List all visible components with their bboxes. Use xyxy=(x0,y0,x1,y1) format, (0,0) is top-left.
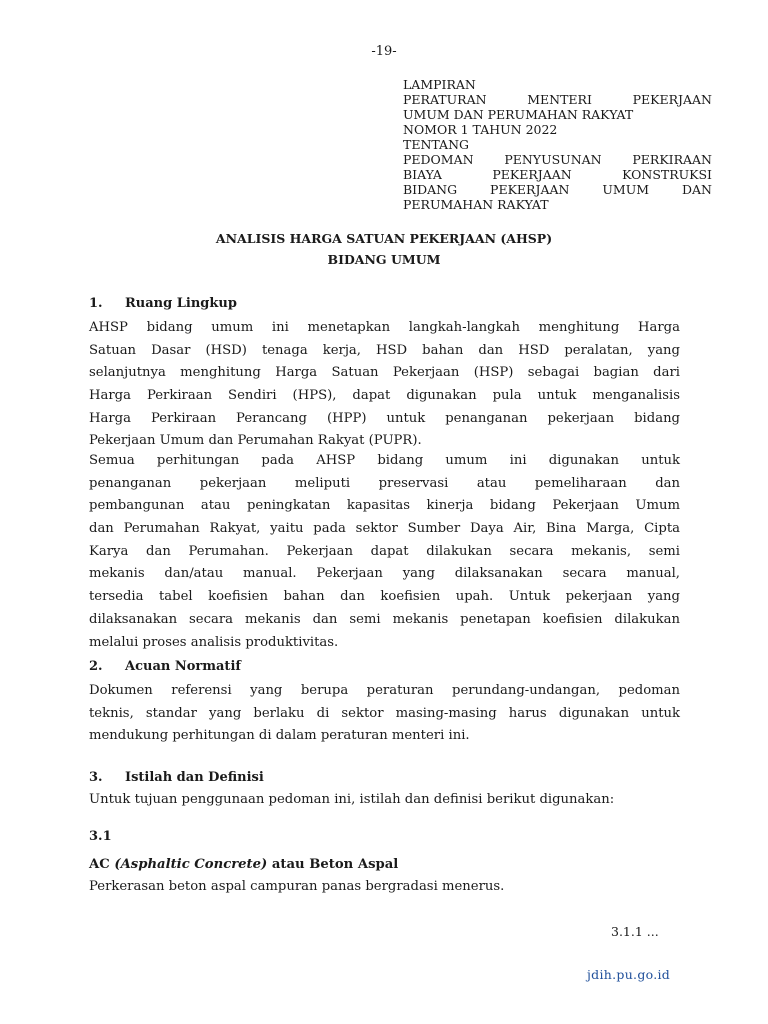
text-line: melalui proses analisis produktivitas. xyxy=(89,634,339,650)
section-title: Ruang Lingkup xyxy=(125,296,237,311)
text-line: penanganan pekerjaan meliputi preservasi atau pemeliharaan dan xyxy=(89,475,680,491)
text-line: Semua perhitungan pada AHSP bidang umum ini digunakan untuk xyxy=(89,453,680,468)
text-line: Dokumen referensi yang berupa peraturan perundang-undangan, pedoman xyxy=(89,683,680,698)
section-2-heading xyxy=(89,659,241,674)
text-line: AHSP bidang umum ini menetapkan langkah-langkah menghitung Harga xyxy=(89,320,680,335)
text-line: mekanis dan/atau manual. Pekerjaan yang dilaksanakan secara manual, xyxy=(89,566,680,582)
lampiran-line: NOMOR 1 TAHUN 2022 xyxy=(403,122,558,137)
footer-url: jdih.pu.go.id xyxy=(587,967,671,982)
term-italic: (Asphaltic Concrete) xyxy=(114,857,268,872)
text-line: Harga Perkiraan Perancang (HPP) untuk penanganan pekerjaan bidang xyxy=(89,410,680,426)
section-1-heading xyxy=(89,296,237,311)
text-line: dan Perumahan Rakyat, yaitu pada sektor Sumber Daya Air, Bina Marga, Cipta xyxy=(89,521,680,537)
lampiran-line: PERUMAHAN RAKYAT xyxy=(403,197,549,212)
text-line: Harga Perkiraan Sendiri (HPS), dapat digunakan pula untuk menganalisis xyxy=(89,388,680,404)
section-number: 2. xyxy=(89,659,103,674)
text-line: teknis, standar yang berlaku di sektor masing-masing harus digunakan untuk xyxy=(89,705,680,721)
lampiran-line: BIAYA PEKERJAAN KONSTRUKSI xyxy=(403,167,712,182)
section-title: Acuan Normatif xyxy=(125,659,241,674)
section-2-paragraph xyxy=(89,680,680,748)
section-3-heading xyxy=(89,770,264,785)
section-3-intro: Untuk tujuan penggunaan pedoman ini, istilah dan definisi berikut digunakan: xyxy=(89,792,615,807)
document-title: ANALISIS HARGA SATUAN PEKERJAAN (AHSP) xyxy=(215,231,553,246)
subsection-number: 3.1 xyxy=(89,829,112,844)
text-line: dilaksanakan secara mekanis dan semi mekanis penetapan koefisien dilakukan xyxy=(89,611,680,627)
section-number: 3. xyxy=(89,770,103,785)
section-title: Istilah dan Definisi xyxy=(125,770,264,785)
lampiran-block xyxy=(403,77,712,212)
section-1-paragraph-2 xyxy=(89,450,680,654)
continuation-reference: 3.1.1 ... xyxy=(611,924,659,939)
text-line: tersedia tabel koefisien bahan dan koefisien upah. Untuk pekerjaan yang xyxy=(89,589,680,605)
lampiran-line: UMUM DAN PERUMAHAN RAKYAT xyxy=(403,107,634,122)
lampiran-line: BIDANG PEKERJAAN UMUM DAN xyxy=(403,182,712,197)
page-number: -19- xyxy=(371,44,397,59)
lampiran-line: PEDOMAN PENYUSUNAN PERKIRAAN xyxy=(403,152,712,167)
section-number: 1. xyxy=(89,296,103,311)
term-prefix: AC xyxy=(89,857,115,872)
text-line: Karya dan Perumahan. Pekerjaan dapat dilakukan secara mekanis, semi xyxy=(89,543,680,559)
text-line: mendukung perhitungan di dalam peraturan menteri ini. xyxy=(89,728,470,744)
document-subtitle: BIDANG UMUM xyxy=(327,252,441,267)
text-line: Pekerjaan Umum dan Perumahan Rakyat (PUPR). xyxy=(89,433,422,449)
term-heading xyxy=(89,857,398,872)
term-suffix: atau Beton Aspal xyxy=(267,857,399,872)
term-definition: Perkerasan beton aspal campuran panas bergradasi menerus. xyxy=(89,879,505,894)
section-1-paragraph-1 xyxy=(89,317,680,453)
text-line: pembangunan atau peningkatan kapasitas kinerja bidang Pekerjaan Umum xyxy=(89,498,680,514)
text-line: selanjutnya menghitung Harga Satuan Pekerjaan (HSP) sebagai bagian dari xyxy=(89,365,680,381)
text-line: Satuan Dasar (HSD) tenaga kerja, HSD bahan dan HSD peralatan, yang xyxy=(89,342,680,358)
lampiran-line: TENTANG xyxy=(403,137,470,152)
lampiran-line: LAMPIRAN xyxy=(403,77,476,92)
lampiran-line: PERATURAN MENTERI PEKERJAAN xyxy=(403,92,712,107)
